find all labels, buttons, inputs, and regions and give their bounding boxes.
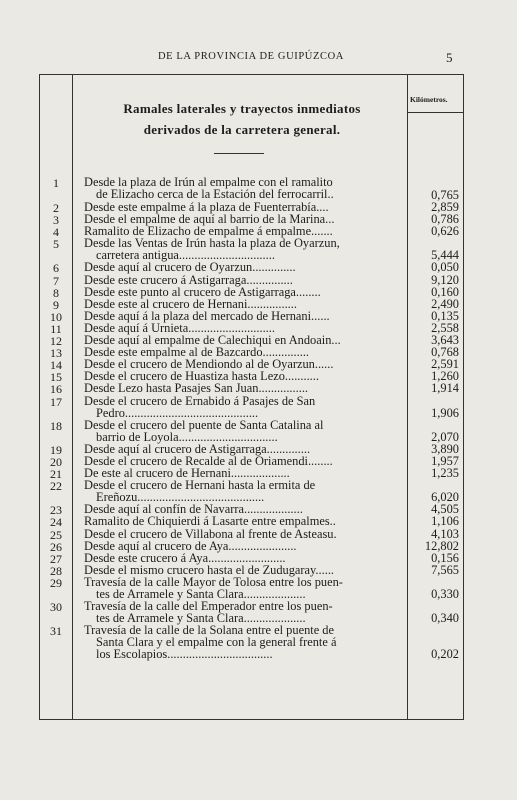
km-value: 1,906 (431, 405, 459, 420)
km-value: 0,330 (431, 587, 459, 601)
description-line: Desde Lezo hasta Pasajes San Juan................ (84, 381, 309, 396)
row-number: 19 (50, 442, 62, 457)
description-line: Desde este empalme á la plaza de Fuenterrabía.... (84, 200, 329, 214)
km-value: 0,768 (431, 345, 459, 360)
description-line: Desde este punto al crucero de Astigarraga........ (84, 284, 321, 299)
table-row (0, 479, 517, 503)
km-value: 1,914 (431, 381, 459, 396)
description-line: Desde este crucero á Astigarraga............... (84, 272, 293, 287)
km-value: 7,565 (431, 562, 459, 577)
table-row (0, 286, 517, 298)
row-number: 5 (53, 237, 59, 252)
table-row (0, 576, 517, 600)
table-row (0, 528, 517, 540)
row-number: 4 (53, 225, 59, 240)
description-line: barrio de Loyola................................ (96, 429, 278, 444)
description-line: Desde el crucero del puente de Santa Catalina al (84, 417, 324, 432)
row-number: 31 (50, 624, 62, 639)
description-line: Travesía de la calle de la Solana entre el puente de (84, 623, 335, 638)
row-number: 18 (50, 418, 62, 433)
row-number: 27 (50, 551, 62, 566)
km-value: 0,050 (431, 260, 459, 275)
table-row (0, 237, 517, 261)
description-line: Desde el crucero de Villabona al frente de Asteasu. (84, 526, 337, 541)
table-row (0, 419, 517, 443)
table-title-line-2: derivados de la carretera general. (143, 122, 341, 137)
row-number: 15 (50, 370, 62, 385)
table-row (0, 600, 517, 624)
row-number: 14 (50, 358, 62, 373)
row-number: 22 (50, 479, 62, 494)
row-number: 17 (50, 394, 62, 409)
description-line: Desde el crucero de Mendiondo al de Oyarzun...... (84, 357, 334, 372)
description-line: Desde la plaza de Irún al empalme con el ramalito (84, 175, 333, 189)
km-value: 2,070 (431, 429, 459, 444)
route-description (84, 515, 404, 527)
row-number: 30 (50, 600, 62, 615)
row-number: 7 (53, 273, 59, 288)
description-line: Desde el crucero de Huastiza hasta Lezo........... (84, 369, 319, 384)
km-value: 4,103 (431, 526, 459, 541)
route-description (84, 540, 404, 552)
row-number: 25 (50, 527, 62, 542)
row-number: 2 (53, 201, 59, 215)
row-number: 8 (53, 285, 59, 300)
route-description (84, 395, 404, 419)
description-line: Desde aquí á la plaza del mercado de Hernani...... (84, 308, 330, 323)
row-number: 28 (50, 563, 62, 578)
km-value: 1,260 (431, 369, 459, 384)
description-line: Desde el crucero de Recalde al de Oriamendi........ (84, 453, 333, 468)
description-line: Desde aquí al confín de Navarra................... (84, 502, 303, 517)
description-line: Desde el crucero de Hernani hasta la ermita de (84, 478, 316, 493)
route-description (84, 274, 404, 286)
row-number: 20 (50, 454, 62, 469)
running-header (0, 51, 517, 67)
row-number: 12 (50, 334, 62, 349)
row-number: 10 (50, 309, 62, 324)
route-description (84, 600, 404, 624)
description-line: Desde el empalme de aquí al barrio de la Marina... (84, 212, 335, 227)
description-line: Desde el mismo crucero hasta el de Zudugaray...... (84, 562, 335, 577)
description-line: Santa Clara y el empalme con la general frente á (96, 635, 337, 650)
description-line: Desde este empalme al de Bazcardo............... (84, 345, 310, 360)
description-line: Ramalito de Chiquierdi á Lasarte entre empalmes.. (84, 514, 336, 529)
km-value: 0,156 (431, 550, 459, 565)
route-description (84, 552, 404, 564)
row-number: 9 (53, 297, 59, 312)
description-line: tes de Arramele y Santa Clara.................... (96, 587, 306, 601)
row-number: 29 (50, 575, 62, 590)
km-value: 12,802 (424, 538, 459, 553)
description-line: Ereñozu......................................... (96, 490, 265, 505)
description-line: Desde las Ventas de Irún hasta la plaza de Oyarzun, (84, 236, 340, 251)
km-value: 0,786 (431, 212, 459, 227)
km-value: 0,626 (431, 224, 459, 239)
description-line: Desde este al crucero de Hernani................ (84, 296, 297, 311)
table-row (0, 552, 517, 564)
row-number: 23 (50, 503, 62, 518)
row-number: 26 (50, 539, 62, 554)
km-value: 1,235 (431, 466, 459, 481)
description-line: los Escolapios.................................. (96, 647, 273, 662)
description-line: Travesía de la calle del Emperador entre los puen- (84, 599, 333, 614)
km-value: 1,106 (431, 514, 459, 529)
route-description (84, 382, 404, 394)
description-line: De este al crucero de Hernani................... (84, 466, 290, 481)
running-title: DE LA PROVINCIA DE GUIPÚZCOA (158, 51, 344, 62)
title-rule (214, 153, 264, 154)
km-value: 4,505 (431, 502, 459, 517)
table-row (0, 395, 517, 419)
route-description (84, 176, 404, 200)
km-header-rule (408, 112, 463, 113)
km-value: 0,202 (431, 647, 459, 662)
table-row (0, 176, 517, 201)
km-value: 0,160 (431, 284, 459, 299)
km-value: 3,890 (431, 441, 459, 456)
km-value: 2,558 (431, 320, 459, 335)
description-line: Pedro........................................... (96, 405, 259, 420)
row-number: 24 (50, 515, 62, 530)
km-column-header: Kilómetros. (410, 95, 448, 104)
table-row (0, 540, 517, 552)
table-body (0, 176, 517, 661)
description-line: carretera antigua............................... (96, 248, 275, 263)
route-description (84, 261, 404, 273)
km-value: 2,591 (431, 357, 459, 372)
row-number: 11 (50, 321, 62, 336)
table-title-line-1: Ramales laterales y trayectos inmediatos (123, 101, 361, 116)
page-number: 5 (446, 50, 453, 65)
km-value: 3,643 (431, 333, 459, 348)
description-line: Desde aquí al empalme de Calechiqui en Andoain... (84, 333, 341, 348)
description-line: Desde aquí al crucero de Aya...................... (84, 538, 297, 553)
row-number: 1 (53, 176, 59, 190)
description-line: Ramalito de Elizacho de empalme á empalme....... (84, 224, 333, 239)
route-description (84, 286, 404, 298)
route-description (84, 528, 404, 540)
description-line: Desde el crucero de Ernabido á Pasajes de San (84, 393, 316, 408)
km-value: 0,765 (431, 187, 459, 202)
table-row (0, 274, 517, 286)
description-line: tes de Arramele y Santa Clara.................... (96, 611, 306, 626)
row-number: 6 (53, 261, 59, 276)
km-value: 0,340 (431, 611, 459, 626)
table-row (0, 624, 517, 660)
km-value: 0,135 (431, 308, 459, 323)
route-description (84, 576, 404, 600)
description-line: Desde aquí al crucero de Oyarzun.............. (84, 260, 296, 275)
km-value: 6,020 (431, 490, 459, 505)
row-number: 13 (50, 346, 62, 361)
route-description (84, 419, 404, 443)
description-line: Travesía de la calle Mayor de Tolosa entre los puen- (84, 574, 343, 589)
km-value: 5,444 (431, 248, 459, 263)
description-line: Desde aquí al crucero de Astigarraga.............. (84, 441, 311, 456)
km-value: 2,490 (431, 296, 459, 311)
row-number: 3 (53, 213, 59, 228)
description-line: Desde aquí á Urnieta............................ (84, 320, 275, 335)
description-line: Desde este crucero á Aya......................... (84, 550, 286, 565)
table-row (0, 514, 517, 530)
table-row (0, 381, 517, 397)
row-number: 21 (50, 467, 62, 482)
route-description (84, 479, 404, 503)
km-value: 1,957 (431, 453, 459, 468)
row-number: 16 (50, 382, 62, 397)
route-description (84, 237, 404, 261)
route-description (84, 624, 404, 660)
table-row (0, 260, 517, 276)
km-value: 9,120 (431, 272, 459, 287)
km-value: 2,859 (431, 200, 459, 214)
description-line: de Elizacho cerca de la Estación del ferrocarril.. (96, 187, 334, 202)
